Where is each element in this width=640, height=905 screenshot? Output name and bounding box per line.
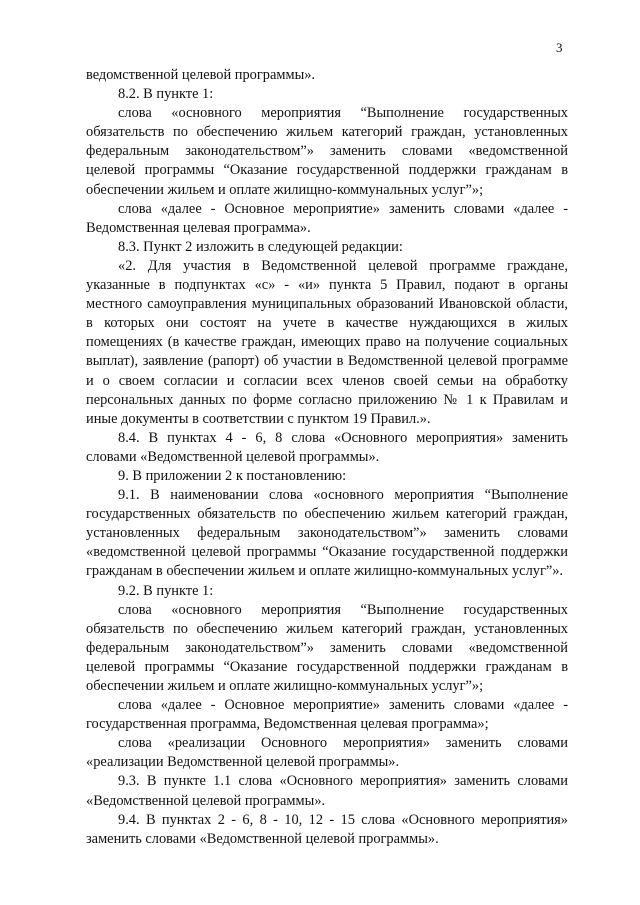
paragraph: слова «основного мероприятия “Выполнение государственных обязательств по обеспечению жильем категорий граждан, установленных федеральным законодательством”» заменить словами «ведомственной целевой программы “Оказание государственной поддержки гражданам в обеспечении жильем и оплате жилищно-коммунальных услуг”»; <box>86 601 568 694</box>
document-body <box>86 66 568 849</box>
paragraph: 9.4. В пунктах 2 - 6, 8 - 10, 12 - 15 слова «Основного мероприятия» заменить словами «Ведомственной целевой программы». <box>86 811 568 847</box>
paragraph: 8.4. В пунктах 4 - 6, 8 слова «Основного мероприятия» заменить словами «Ведомственной целевой программы». <box>86 429 568 465</box>
paragraph: 9.3. В пункте 1.1 слова «Основного мероприятия» заменить словами «Ведомственной целевой программы». <box>86 773 568 809</box>
paragraph: «2. Для участия в Ведомственной целевой программе граждане, указанные в подпунктах «с» - «и» пункта 5 Правил, подают в органы местного самоуправления муниципальных образований Ивановской области, в которых они состоят на учете в качестве нуждающихся в жилых помещениях (в качестве граждан, имеющих право на получение социальных выплат), заявление (рапорт) об участии в Ведомственной целевой программе и о своем согласии и согласии всех членов своей семьи на обработку персональных данных по форме согласно приложению № 1 к Правилам и иные документы в соответствии с пунктом 19 Правил.». <box>86 257 568 427</box>
paragraph: 8.3. Пункт 2 изложить в следующей редакции: <box>118 238 403 255</box>
paragraph: слова «далее - Основное мероприятие» заменить словами «далее - государственная программа, Ведомственная целевая программа»; <box>86 697 568 733</box>
paragraph: слова «далее - Основное мероприятие» заменить словами «далее - Ведомственная целевая программа». <box>86 200 568 236</box>
paragraph: 9.1. В наименовании слова «основного мероприятия “Выполнение государственных обязательств по обеспечению жильем категорий граждан, установленных федеральным законодательством”» заменить словами «ведомственной целевой программы “Оказание государственной поддержки гражданам в обеспечении жильем и оплате жилищно-коммунальных услуг”». <box>86 487 568 580</box>
paragraph: 8.2. В пункте 1: <box>118 86 214 103</box>
paragraph: 9. В приложении 2 к постановлению: <box>118 467 347 484</box>
page-number: 3 <box>556 40 563 55</box>
paragraph: слова «основного мероприятия “Выполнение государственных обязательств по обеспечению жильем категорий граждан, установленных федеральным законодательством”» заменить словами «ведомственной целевой программы “Оказание государственной поддержки гражданам в обеспечении жильем и оплате жилищно-коммунальных услуг”»; <box>86 105 568 198</box>
paragraph: ведомственной целевой программы». <box>86 67 316 83</box>
paragraph: 9.2. В пункте 1: <box>118 582 214 599</box>
paragraph: слова «реализации Основного мероприятия» заменить словами «реализации Ведомственной целевой программы». <box>86 735 568 771</box>
